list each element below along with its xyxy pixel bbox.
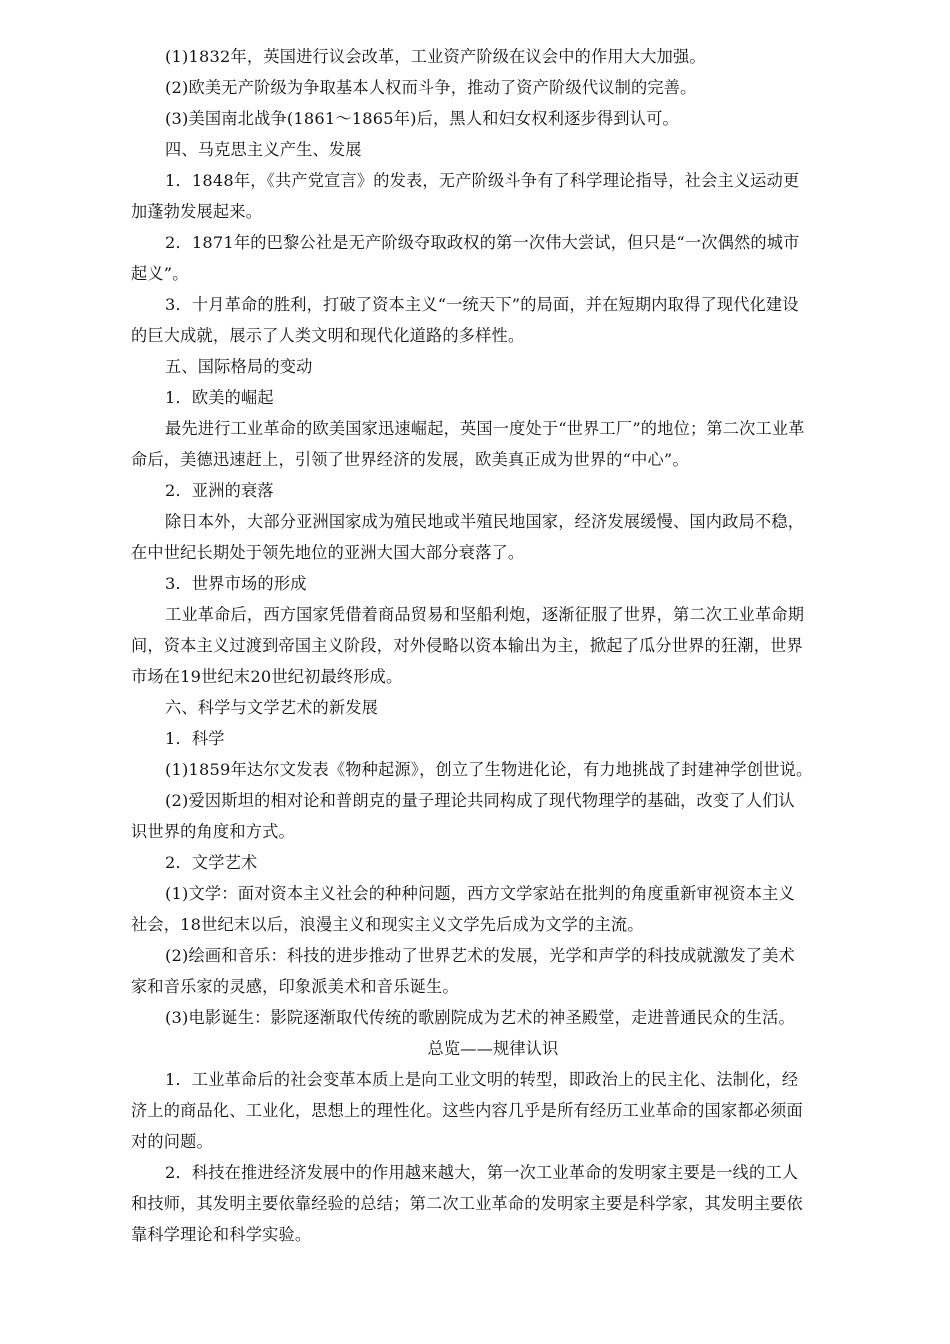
text-line-38: 和技师，其发明主要依靠经验的总结；第二次工业革命的发明家主要是科学家，其发明主要依 <box>131 1194 803 1213</box>
text-line-24: (1)1859年达尔文发表《物种起源》，创立了生物进化论，有力地挑战了封建神学创世说。 <box>165 760 813 779</box>
subheading-literature-art: 2．文学艺术 <box>165 853 258 872</box>
text-line-32: (3)电影诞生：影院逐渐取代传统的歌剧院成为艺术的神圣殿堂，走进普通民众的生活。 <box>165 1008 795 1027</box>
text-line-39: 靠科学理论和科学实验。 <box>131 1225 312 1244</box>
section-heading-4: 四、马克思主义产生、发展 <box>165 140 362 159</box>
text-line-03: (3)美国南北战争(1861～1865年)后，黑人和妇女权利逐步得到认可。 <box>165 109 679 128</box>
text-line-26: 识世界的角度和方式。 <box>131 822 295 841</box>
text-line-19: 工业革命后，西方国家凭借着商品贸易和坚船利炮，逐渐征服了世界，第二次工业革命期 <box>165 605 805 624</box>
text-line-34: 1．工业革命后的社会变革本质上是向工业文明的转型，即政治上的民主化、法制化，经 <box>165 1070 799 1089</box>
text-line-02: (2)欧美无产阶级为争取基本人权而斗争，推动了资产阶级代议制的完善。 <box>165 78 697 97</box>
overview-heading: 总览——规律认识 <box>427 1039 559 1058</box>
text-line-37: 2．科技在推进经济发展中的作用越来越大，第一次工业革命的发明家主要是一线的工人 <box>165 1163 799 1182</box>
text-line-28: (1)文学：面对资本主义社会的种种问题，西方文学家站在批判的角度重新审视资本主义 <box>165 884 795 903</box>
text-line-31: 家和音乐家的灵感，印象派美术和音乐诞生。 <box>131 977 459 996</box>
text-line-25: (2)爱因斯坦的相对论和普朗克的量子理论共同构成了现代物理学的基础，改变了人们认 <box>165 791 795 810</box>
text-line-13: 最先进行工业革命的欧美国家迅速崛起，英国一度处于“世界工厂”的地位；第二次工业革 <box>165 419 805 438</box>
text-line-20: 间，资本主义过渡到帝国主义阶段，对外侵略以资本输出为主，掀起了瓜分世界的狂潮，世界 <box>131 636 803 655</box>
subheading-science: 1．科学 <box>165 729 225 748</box>
text-line-30: (2)绘画和音乐：科技的进步推动了世界艺术的发展，光学和声学的科技成就激发了美术 <box>165 946 795 965</box>
text-line-01: (1)1832年，英国进行议会改革，工业资产阶级在议会中的作用大大加强。 <box>165 47 706 66</box>
subheading-asia-decline: 2．亚洲的衰落 <box>165 481 274 500</box>
text-line-08: 起义”。 <box>131 264 189 283</box>
text-line-05: 1．1848年，《共产党宣言》的发表，无产阶级斗争有了科学理论指导，社会主义运动更 <box>165 171 800 190</box>
text-line-17: 在中世纪长期处于领先地位的亚洲大国大部分衰落了。 <box>131 543 525 562</box>
section-heading-6: 六、科学与文学艺术的新发展 <box>165 698 379 717</box>
text-line-36: 对的问题。 <box>131 1132 213 1151</box>
text-line-21: 市场在19世纪末20世纪初最终形成。 <box>131 667 403 686</box>
text-line-16: 除日本外，大部分亚洲国家成为殖民地或半殖民地国家，经济发展缓慢、国内政局不稳， <box>165 512 805 531</box>
text-line-07: 2．1871年的巴黎公社是无产阶级夺取政权的第一次伟大尝试，但只是“一次偶然的城市 <box>165 233 800 252</box>
text-line-10: 的巨大成就，展示了人类文明和现代化道路的多样性。 <box>131 326 525 345</box>
section-heading-5: 五、国际格局的变动 <box>165 357 313 376</box>
subheading-europe-rise: 1．欧美的崛起 <box>165 388 274 407</box>
subheading-world-market: 3．世界市场的形成 <box>165 574 307 593</box>
text-line-14: 命后，美德迅速赶上，引领了世界经济的发展，欧美真正成为世界的“中心”。 <box>131 450 689 469</box>
text-line-29: 社会，18世纪末以后，浪漫主义和现实主义文学先后成为文学的主流。 <box>131 915 644 934</box>
text-line-06: 加蓬勃发展起来。 <box>131 202 263 221</box>
text-line-35: 济上的商品化、工业化，思想上的理性化。这些内容几乎是所有经历工业革命的国家都必须面 <box>131 1101 803 1120</box>
text-line-09: 3．十月革命的胜利，打破了资本主义“一统天下”的局面，并在短期内取得了现代化建设 <box>165 295 799 314</box>
